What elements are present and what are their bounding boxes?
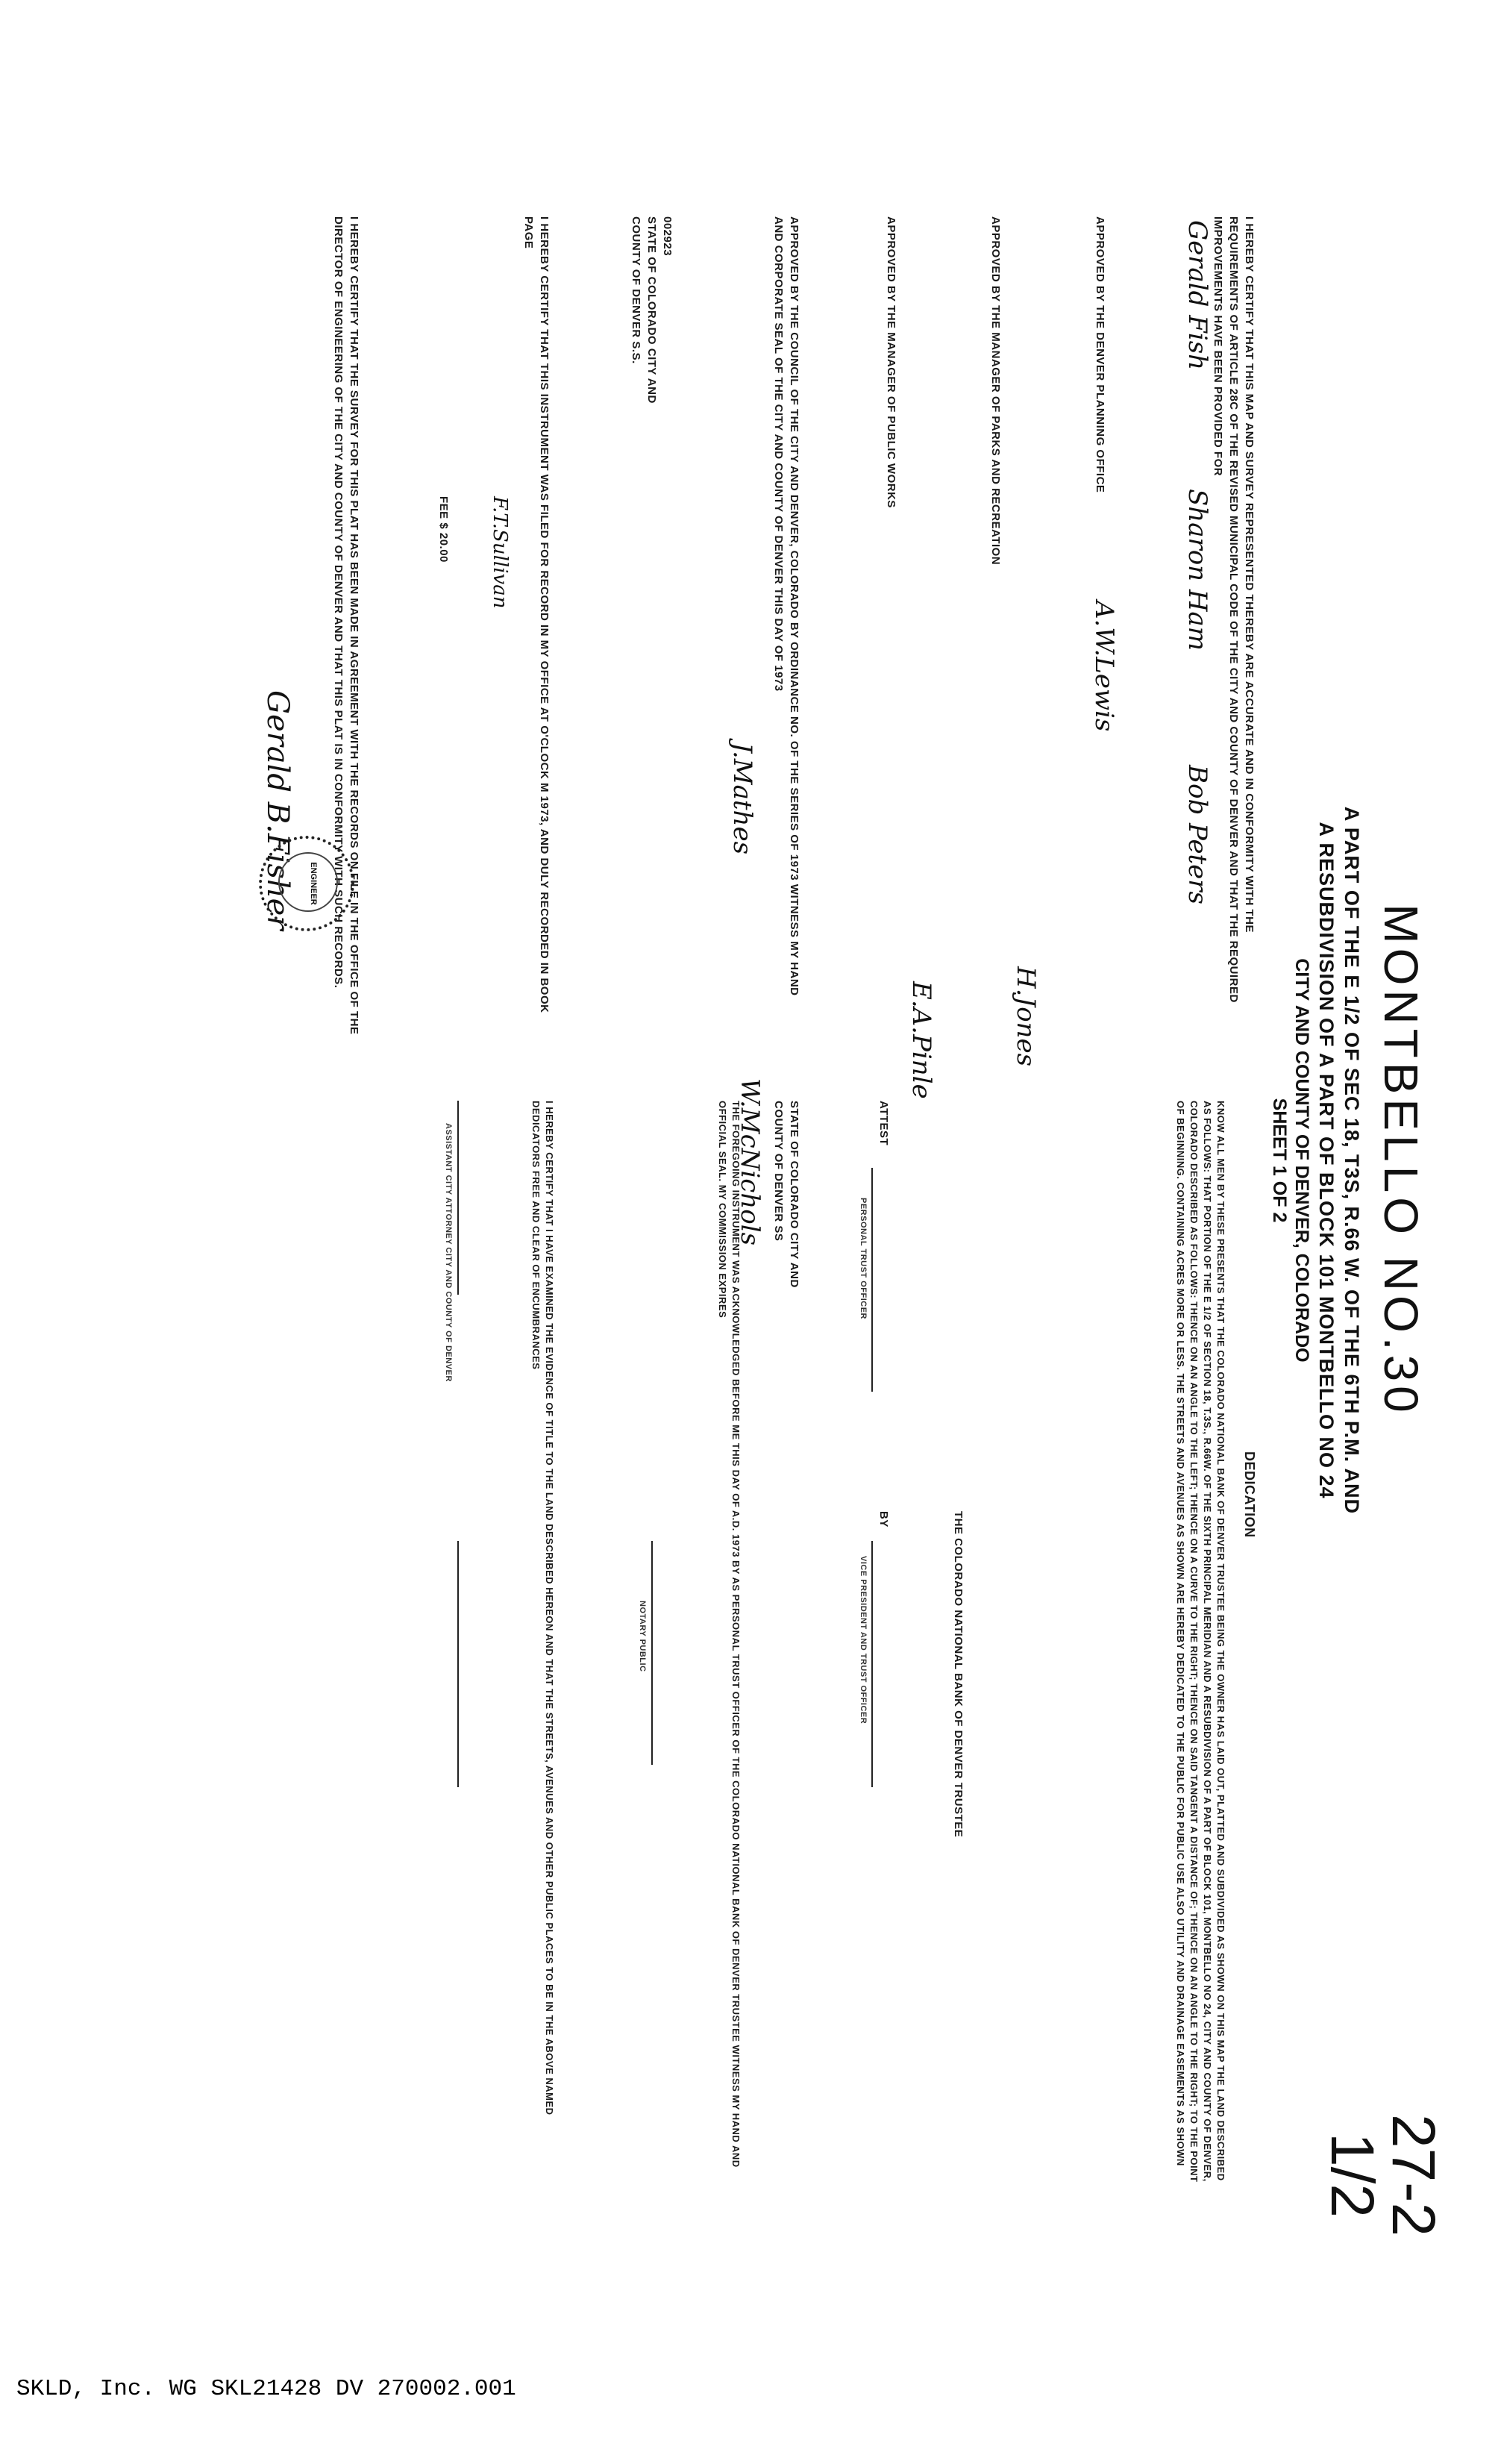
date-line — [457, 1101, 459, 1295]
state-county-block — [628, 216, 675, 440]
council-approval: APPROVED BY THE COUNCIL OF THE CITY AND DENVER, COLORADO BY ORDINANCE NO. OF THE SERIES OF 1973 WITNESS MY HAND AND CORPORATE SEAL OF THE CITY AND COUNTY OF DENVER THIS DAY OF 1973 — [772, 216, 800, 996]
footer-reference: SKLD, Inc. WG SKL21428 DV 270002.001 — [16, 2376, 516, 2402]
rotated-plat-sheet — [41, 34, 1458, 2384]
signature-parks: H.Jones — [1011, 966, 1041, 1067]
signature-surveyor: Gerald B.Fisher — [260, 690, 295, 931]
attorney-signature-line — [457, 1541, 459, 1787]
signature-recorder: F.T.Sullivan — [489, 496, 511, 609]
legal-description-line-2: A RESUBDIVISION OF A PART OF BLOCK 101 MONTBELLO NO 24 — [1315, 822, 1338, 1499]
dedication-heading: DEDICATION — [1242, 1451, 1257, 1538]
notary-title: NOTARY PUBLIC — [638, 1601, 647, 1672]
dedication-body: KNOW ALL MEN BY THESE PRESENTS THAT THE COLORADO NATIONAL BANK OF DENVER TRUSTEE BEING THE OWNER HAS LAID OUT, PLATTED AND SUBDIVIDED AS SHOWN ON THIS MAP THE LAND DESCRIBED AS FOLLOWS: THAT PORTION OF THE E 1/2 OF SECTION 18, T.3S., R.66W. OF THE SIXTH PRINCIPAL MERIDIAN AND A RESUBDIVISION OF A PART OF BLOCK 101, MONTBELLO NO 24, CITY AND COUNTY OF DENVER, COLORADO DESCRIBED AS FOLLOWS: THENCE ON AN ANGLE TO THE LEFT; THENCE ON A CURVE TO THE RIGHT; THENCE ON SAID TANGENT A DISTANCE OF; THENCE ON AN ANGLE TO THE RIGHT; TO THE POINT OF BEGINNING. CONTAINING ACRES MORE OR LESS. THE STREETS AND AVENUES AS SHOWN ARE HEREBY DEDICATED TO THE PUBLIC FOR PUBLIC USE ALSO UTILITY AND DRAINAGE EASEMENTS AS SHOWN — [1175, 1101, 1226, 2183]
recording-certificate: I HEREBY CERTIFY THAT THIS INSTRUMENT WAS FILED FOR RECORD IN MY OFFICE AT O'CLOCK M 1973, AND DULY RECORDED IN BOOK PAGE — [522, 216, 551, 1013]
acknowledgement: THE FOREGOING INSTRUMENT WAS ACKNOWLEDGED BEFORE ME THIS DAY OF A.D. 1973 BY AS PERSONAL TRUST OFFICER OF THE COLORADO NATIONAL BANK OF DENVER TRUSTEE WITNESS MY HAND AND OFFICIAL SEAL. MY COMMISSION EXPIRES — [717, 1101, 742, 2168]
signature-improvements: Sharon Ham — [1182, 489, 1212, 651]
signature-engineer: Gerald Fish — [1182, 220, 1212, 371]
by-title: VICE PRESIDENT AND TRUST OFFICER — [859, 1556, 868, 1725]
state-county-text: STATE OF COLORADO CITY AND COUNTY OF DENVER S.S. — [630, 216, 658, 404]
sheet-number — [1318, 2101, 1447, 2250]
improvements-certificate: I HEREBY CERTIFY THAT THIS MAP AND SURVEY REPRESENTED THEREBY ARE ACCURATE AND IN CONFORMITY WITH THE REQUIREMENTS OF ARTICLE 28C OF THE REVISED MUNICIPAL CODE OF THE CITY AND COUNTY OF DENVER AND THAT THE REQUIRED IMPROVEMENTS HAVE BEEN PROVIDED FOR — [1212, 216, 1256, 1003]
signature-public-works: E.A.Pinle — [906, 981, 936, 1099]
by-signature-line — [871, 1541, 873, 1787]
attest-label: ATTEST — [877, 1101, 890, 1146]
title-examination-certificate: I HEREBY CERTIFY THAT I HAVE EXAMINED THE EVIDENCE OF TITLE TO THE LAND DESCRIBED HEREON AND THAT THE STREETS, AVENUES AND OTHER PUBLIC PLACES TO BE IN THE ABOVE NAMED DEDICATORS FREE AND CLEAR OF ENCUMBRANCES — [530, 1101, 555, 2116]
survey-certificate: I HEREBY CERTIFY THAT THE SURVEY FOR THIS PLAT HAS BEEN MADE IN AGREEMENT WITH THE RECORDS ON FILE IN THE OFFICE OF THE DIRECTOR OF ENGINEERING OF THE CITY AND COUNTY OF DENVER AND THAT THIS PLAT IS IN CONFORMITY WITH SUCH RECORDS. — [332, 216, 360, 1035]
signature-clerk: J.Mathes — [727, 742, 757, 855]
planning-office-approval: APPROVED BY THE DENVER PLANNING OFFICE — [1094, 216, 1106, 493]
attorney-title: ASSISTANT CITY ATTORNEY CITY AND COUNTY OF DENVER — [444, 1123, 453, 1382]
signature-planning: A.W.Lewis — [1089, 601, 1119, 732]
notary-signature-line — [651, 1541, 653, 1765]
surveyor-seal-icon: ENGINEER — [259, 836, 354, 931]
sheet-number-bottom: 1/2 — [1318, 2133, 1386, 2218]
parks-approval: APPROVED BY THE MANAGER OF PARKS AND RECREATION — [989, 216, 1002, 566]
doc-number: 002923 — [661, 216, 674, 257]
fee-label: FEE $ 20.00 — [437, 496, 450, 563]
subdivision-title: MONTBELLO NO.30 — [1374, 904, 1428, 1417]
city-county-line: CITY AND COUNTY OF DENVER, COLORADO — [1291, 958, 1312, 1363]
sheet-count-line: SHEET 1 OF 2 — [1269, 1098, 1290, 1223]
attest-title: PERSONAL TRUST OFFICER — [859, 1198, 868, 1319]
signature-director: Bob Peters — [1182, 765, 1212, 904]
attest-signature-line — [871, 1168, 873, 1392]
sheet-number-top: 27-2 — [1379, 2113, 1447, 2237]
public-works-approval: APPROVED BY THE MANAGER OF PUBLIC WORKS — [885, 216, 897, 508]
by-label: BY — [877, 1511, 890, 1528]
owner-name: THE COLORADO NATIONAL BANK OF DENVER TRUSTEE — [952, 1511, 965, 1838]
notary-state-block: STATE OF COLORADO CITY AND COUNTY OF DENVER SS — [772, 1101, 800, 1288]
signature-mayor: W.McNichols — [735, 1078, 765, 1246]
legal-description-line-1: A PART OF THE E 1/2 OF SEC 18, T3S, R.66 W. OF THE 6TH P.M. AND — [1341, 806, 1363, 1515]
